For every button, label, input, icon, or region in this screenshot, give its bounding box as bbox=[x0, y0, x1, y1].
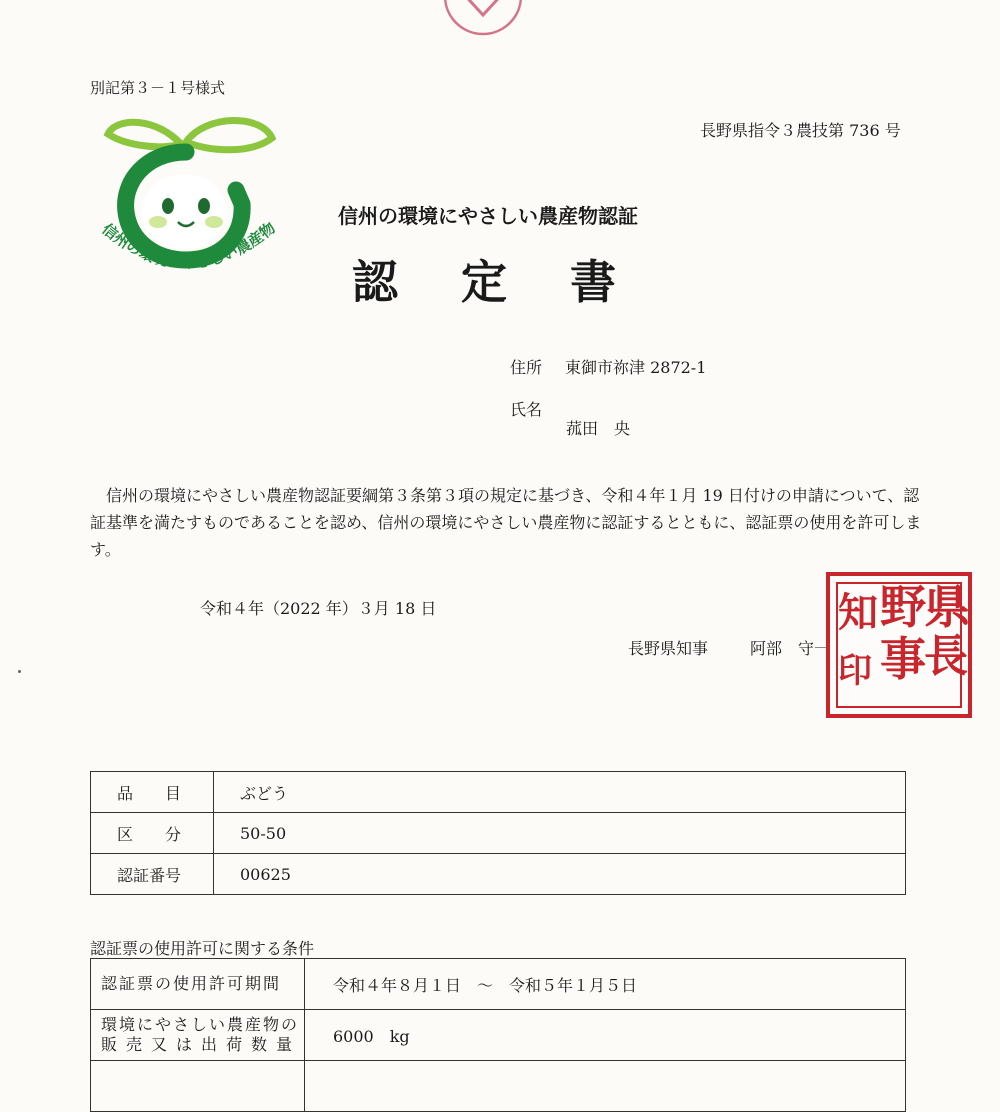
name-value: 菰田 央 bbox=[566, 419, 631, 438]
row-label: 認証票の使用許可期間 bbox=[91, 959, 305, 1010]
top-seal-stamp bbox=[440, 0, 526, 40]
product-info-table bbox=[90, 771, 906, 895]
conditions-table bbox=[90, 958, 906, 1112]
table-row bbox=[91, 813, 906, 854]
table-row bbox=[91, 959, 906, 1010]
row-value: 令和４年８月１日 ～ 令和５年１月５日 bbox=[305, 959, 906, 1010]
row-label: 品 目 bbox=[91, 772, 214, 813]
certification-name: 信州の環境にやさしい農産物認証 bbox=[338, 204, 638, 228]
form-number: 別記第３－１号様式 bbox=[90, 79, 226, 97]
page-title: 認定書 bbox=[352, 255, 679, 309]
eco-certification-logo bbox=[86, 112, 286, 282]
governor-seal-stamp: 県 長 野 事 知 印 bbox=[826, 572, 972, 718]
name-label: 氏名 bbox=[510, 400, 543, 419]
row-label: 認証番号 bbox=[91, 854, 214, 895]
row-value: 00625 bbox=[214, 854, 906, 895]
table-row bbox=[91, 772, 906, 813]
row-value: 6000 kg bbox=[305, 1010, 906, 1061]
row-value bbox=[305, 1061, 906, 1112]
certification-body bbox=[90, 482, 930, 563]
logo-text: 信州の環境にやさしい農産物 bbox=[98, 218, 279, 273]
issuer-title: 長野県知事 bbox=[628, 639, 709, 658]
row-label: 区 分 bbox=[91, 813, 214, 854]
address-value: 東御市祢津 2872-1 bbox=[565, 358, 707, 377]
row-value: 50-50 bbox=[214, 813, 906, 854]
table-row bbox=[91, 1010, 906, 1061]
address-label: 住所 bbox=[510, 358, 543, 377]
row-label bbox=[91, 1010, 305, 1061]
body-paragraph: 信州の環境にやさしい農産物認証要綱第３条第３項の規定に基づき、令和４年１月 19 日付けの申請について、認証基準を満たすものであることを認め、信州の環境にやさしい農産物に認証するとともに、認証票の使用を許可します。 bbox=[90, 486, 922, 559]
issuer-name: 阿部 守一 bbox=[750, 639, 831, 658]
document-number: 長野県指令３農技第 736 号 bbox=[700, 121, 901, 140]
table-row bbox=[91, 1061, 906, 1112]
row-label bbox=[91, 1061, 305, 1112]
issue-date: 令和４年（2022 年）３月 18 日 bbox=[200, 599, 437, 618]
scan-speck bbox=[18, 670, 21, 673]
row-value: ぶどう bbox=[214, 772, 906, 813]
table-row bbox=[91, 854, 906, 895]
label-line: 販売又は出荷数量 bbox=[101, 1035, 302, 1054]
conditions-heading: 認証票の使用許可に関する条件 bbox=[90, 939, 315, 958]
sprout-mascot-icon bbox=[86, 112, 286, 282]
label-line: 環境にやさしい農産物の bbox=[101, 1015, 300, 1034]
